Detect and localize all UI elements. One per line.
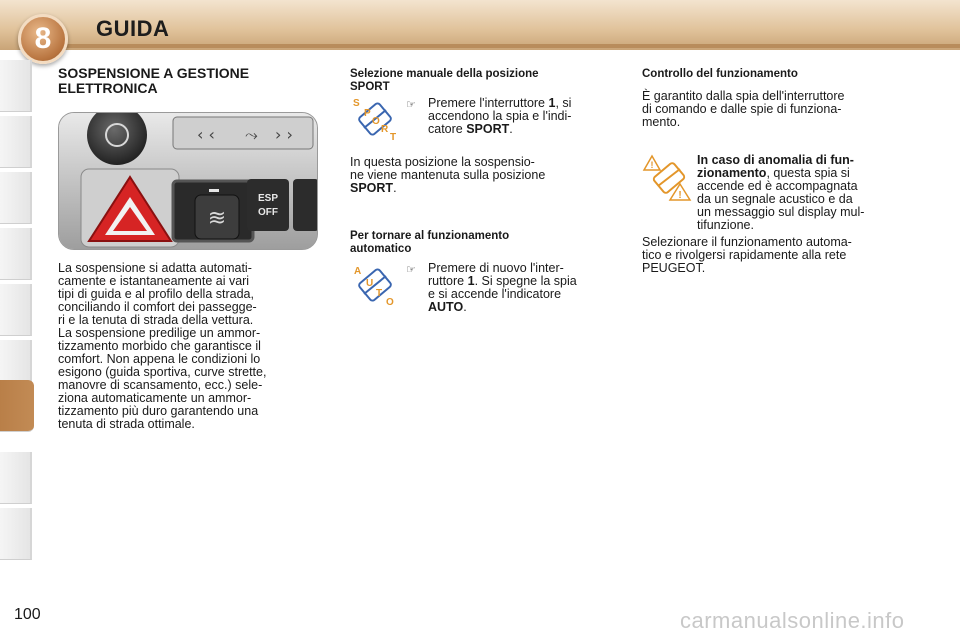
column-left xyxy=(58,66,320,96)
chapter-tab[interactable] xyxy=(0,284,32,336)
chapter-tab[interactable] xyxy=(0,116,32,168)
pointing-hand-icon: ☞ xyxy=(406,98,416,111)
auto-step: Premere di nuovo l'inter- ruttore 1. Si spegne la spia e si accende l'indicatore AUTO. xyxy=(428,261,577,314)
svg-text:T: T xyxy=(376,288,383,299)
esp-label: ESP xyxy=(257,193,279,204)
sport-indicator-icon xyxy=(350,96,400,142)
warning-suspension-icon xyxy=(642,154,694,202)
section-title: SOSPENSIONE A GESTIONE ELETTRONICA xyxy=(58,65,250,96)
svg-text:!: ! xyxy=(678,190,682,201)
svg-text:R: R xyxy=(381,124,389,135)
sport-section-title: Selezione manuale della posizione SPORT xyxy=(350,68,539,93)
pointing-hand-icon: ☞ xyxy=(406,263,416,276)
suspension-icon: ≋ xyxy=(207,206,227,231)
intro-paragraph: La sospensione si adatta automati- camente e istantaneamente ai vari tipi di guida e al profilo della strada, conciliando il comfort dei passegge- ri e la tenuta di strada della vettura. La sospensione predilige un ammor- tizzamento morbido che garantisce il comfort. Non appena le condizioni lo esigono (guida sportiva, curve strette, manovre di scansamento, ecc.) sele- ziona automaticamente un ammor- tizzamento più duro garantendo una tenuta di strada ottimale. xyxy=(58,261,267,431)
chapter-number: 8 xyxy=(34,22,52,55)
svg-text:⤳: ⤳ xyxy=(245,125,258,144)
auto-section-title: Per tornare al funzionamento automatico xyxy=(350,230,510,255)
control-title: Controllo del funzionamento xyxy=(642,68,798,80)
chapter-tab[interactable] xyxy=(0,172,32,224)
svg-text:› ›: › › xyxy=(275,125,293,144)
anomaly-paragraph: In caso di anomalia di fun- zionamento, questa spia si accende ed è accompagnata da un segnale acustico e da un messaggio sul display mul- tifunzione. xyxy=(697,153,865,232)
chapter-tab-active[interactable] xyxy=(0,380,34,432)
chapter-title: GUIDA xyxy=(96,16,170,41)
header-underline xyxy=(58,44,960,48)
svg-text:U: U xyxy=(366,278,374,289)
off-label: OFF xyxy=(258,207,278,218)
svg-text:A: A xyxy=(354,266,362,277)
auto-indicator-icon xyxy=(350,262,400,308)
chapter-badge xyxy=(18,14,68,64)
svg-text:T: T xyxy=(390,132,397,142)
dashboard-illustration xyxy=(59,113,318,250)
chapter-tab[interactable] xyxy=(0,228,32,280)
watermark: carmanualsonline.info xyxy=(680,608,905,633)
sport-step: Premere l'interruttore 1, si accendono la spia e l'indi- catore SPORT. xyxy=(428,96,572,136)
svg-text:!: ! xyxy=(650,160,654,170)
sport-note: In questa posizione la sospensio- ne viene mantenuta sulla posizione SPORT. xyxy=(350,155,546,195)
outro-paragraph: Selezionare il funzionamento automa- tico e rivolgersi rapidamente alla rete PEUGEOT. xyxy=(642,235,852,275)
svg-text:S: S xyxy=(353,98,360,109)
svg-text:P: P xyxy=(364,108,371,119)
svg-text:‹ ‹: ‹ ‹ xyxy=(197,125,215,144)
chapter-tabs xyxy=(0,60,32,580)
svg-text:O: O xyxy=(386,297,394,308)
control-section: Controllo del funzionamento È garantito dalla spia dell'interruttore di comando e dalle spie di funziona- mento. xyxy=(642,68,904,129)
chapter-tab[interactable] xyxy=(0,508,32,560)
page-number: 100 xyxy=(14,606,41,623)
svg-text:O: O xyxy=(372,116,380,127)
chapter-tab[interactable] xyxy=(0,452,32,504)
chapter-tab[interactable] xyxy=(0,60,32,112)
dashboard-photo xyxy=(58,112,318,250)
